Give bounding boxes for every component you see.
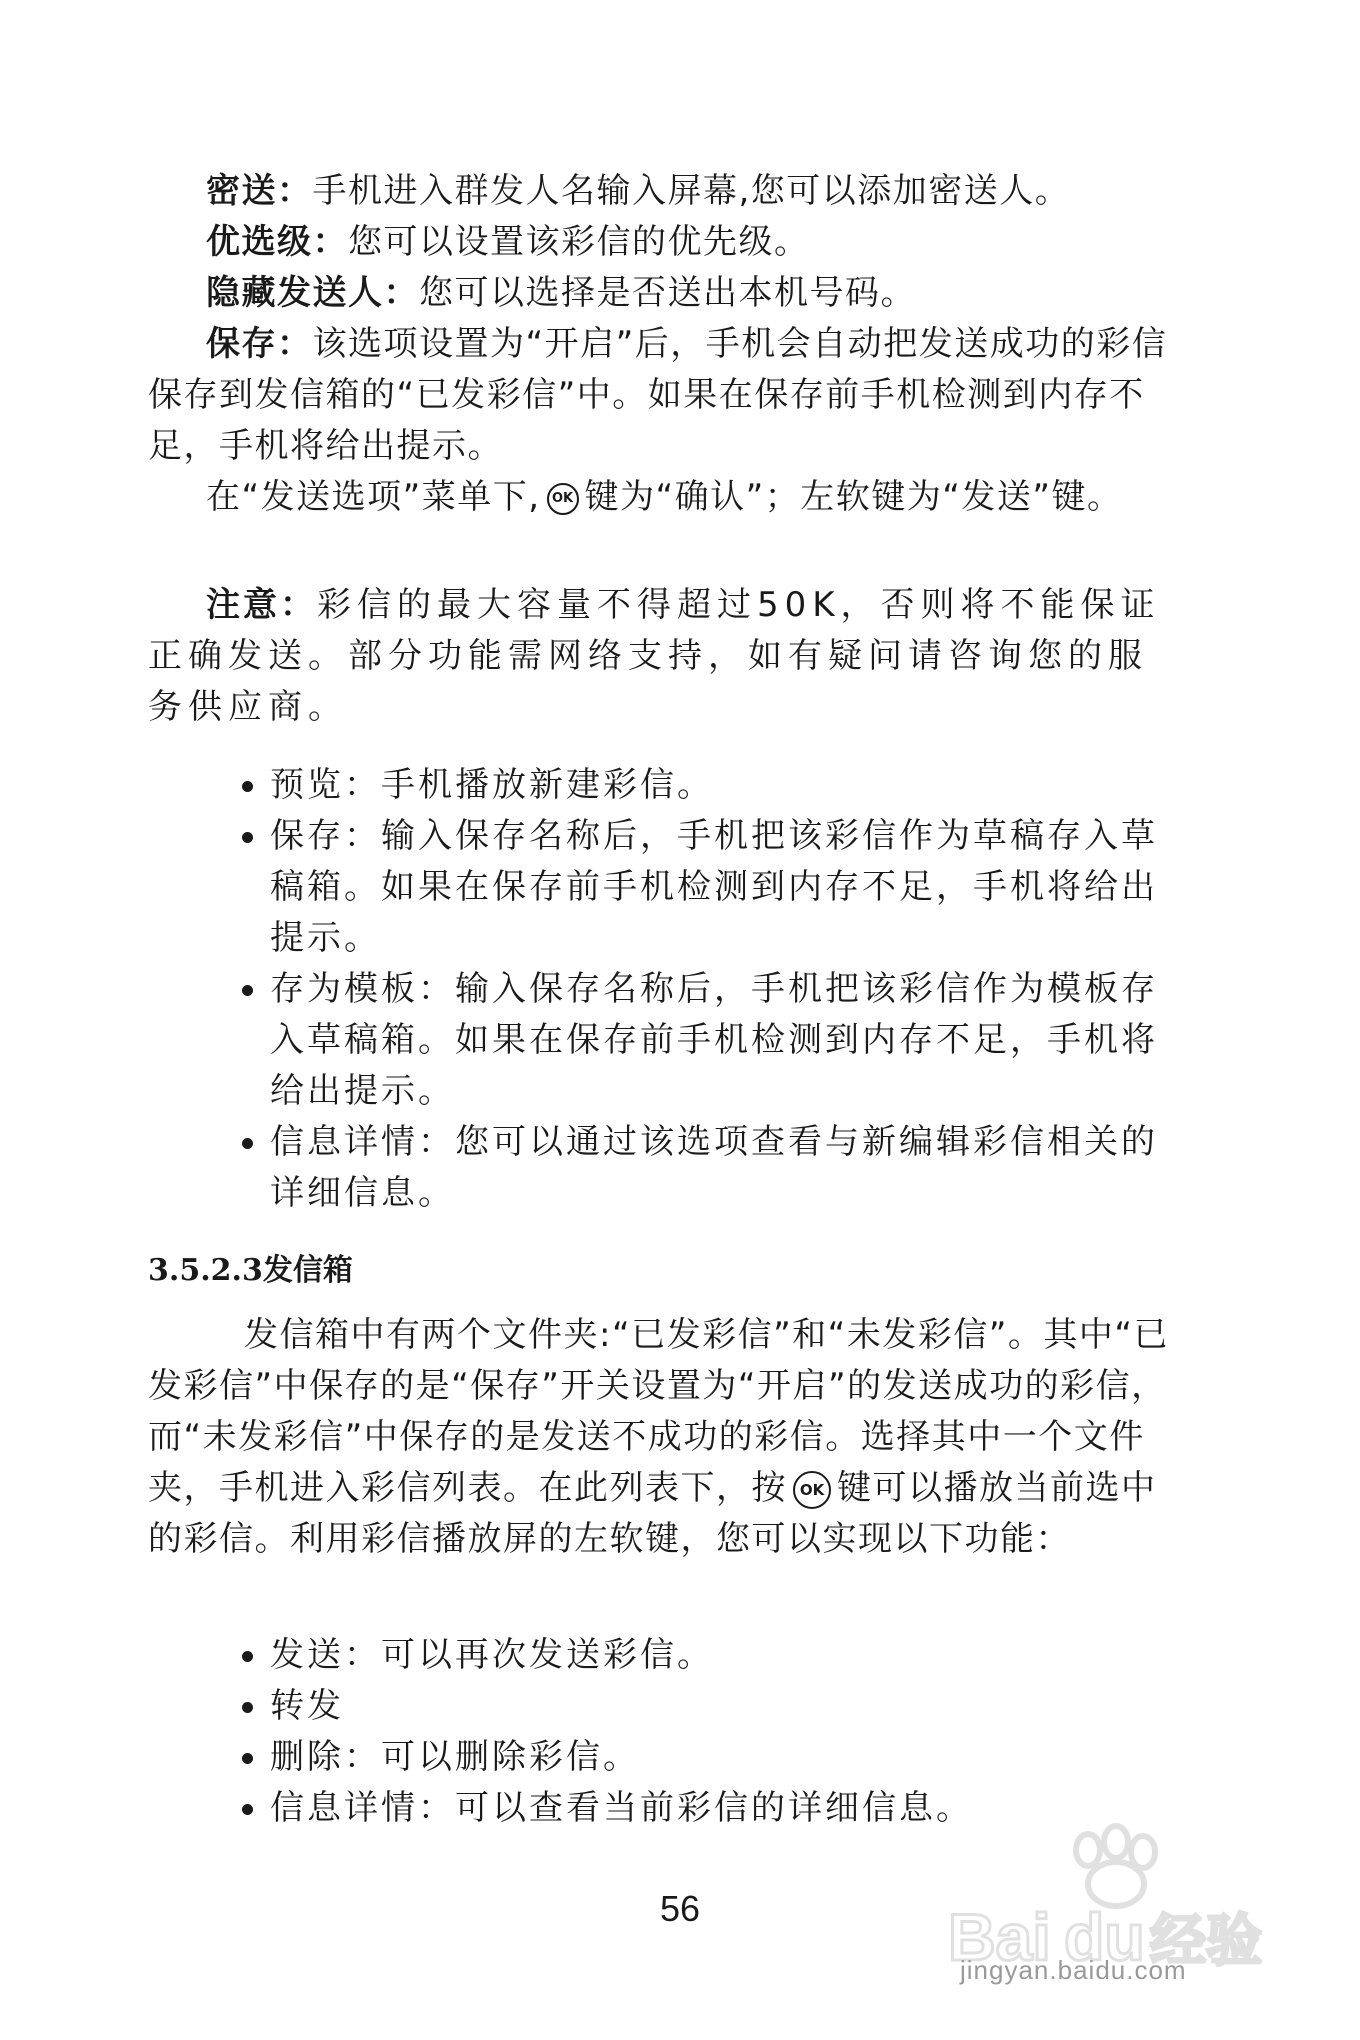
ok-key-icon: OK — [793, 1471, 831, 1509]
option-save — [148, 319, 1180, 472]
list-item: 存为模板：输入保存名称后，手机把该彩信作为模板存入草稿箱。如果在保存前手机检测到内存不足，手机将给出提示。 — [238, 964, 1182, 1117]
svg-text:Bai: Bai — [948, 1900, 1051, 1974]
outbox-text-before: 发信箱中有两个文件夹:“已发彩信”和“未发彩信”。其中“已发彩信”中保存的是“保存”开关设置为“开启”的发送成功的彩信，而“未发彩信”中保存的是发送不成功的彩信。选择其中一个文件夹，手机进入彩信列表。在此列表下，按 — [148, 1315, 1170, 1508]
outbox-paragraph — [148, 1310, 1180, 1565]
outbox-text-after: 键可以播放当前选中的彩信。利用彩信播放屏的左软键，您可以实现以下功能： — [148, 1468, 1157, 1559]
option-hide-sender-text: 您可以选择是否送出本机号码。 — [419, 273, 916, 313]
bullet-icon — [242, 832, 253, 843]
menu-keys-paragraph — [148, 472, 1180, 523]
note-label: 注意： — [206, 585, 317, 625]
bullet-icon — [242, 985, 253, 996]
section-heading: 3.5.2.3发信箱 — [148, 1253, 353, 1288]
function-list-new-mms — [238, 760, 1182, 1219]
list-item: 预览：手机播放新建彩信。 — [238, 760, 1182, 811]
svg-text:du: du — [1064, 1900, 1145, 1974]
option-cc — [148, 166, 1180, 217]
svg-text:经验: 经验 — [1150, 1909, 1262, 1974]
option-priority-label: 优选级： — [206, 222, 348, 262]
menu-keys-after: 键为“确认”；左软键为“发送”键。 — [584, 477, 1123, 517]
bullet-icon — [242, 1138, 253, 1149]
option-cc-label: 密送： — [206, 171, 313, 211]
option-priority — [148, 217, 1180, 268]
page-number: 56 — [659, 1888, 701, 1929]
option-priority-text: 您可以设置该彩信的优先级。 — [348, 222, 810, 262]
option-hide-sender — [148, 268, 1180, 319]
bullet-icon — [242, 1804, 253, 1815]
bullet-icon — [242, 1702, 253, 1713]
function-list-outbox — [238, 1630, 1182, 1834]
list-item: 信息详情：可以查看当前彩信的详细信息。 — [238, 1783, 1182, 1834]
bullet-icon — [242, 1753, 253, 1764]
note-paragraph — [148, 580, 1180, 733]
option-cc-text: 手机进入群发人名输入屏幕,您可以添加密送人。 — [312, 171, 1071, 211]
option-save-text: 该选项设置为“开启”后，手机会自动把发送成功的彩信保存到发信箱的“已发彩信”中。如果在保存前手机检测到内存不足，手机将给出提示。 — [148, 324, 1168, 466]
watermark-url: jingyan.baidu.com — [960, 1955, 1187, 1985]
list-item: 信息详情：您可以通过该选项查看与新编辑彩信相关的详细信息。 — [238, 1117, 1182, 1219]
bullet-icon — [242, 781, 253, 792]
list-item: 发送：可以再次发送彩信。 — [238, 1630, 1182, 1681]
option-hide-sender-label: 隐藏发送人： — [206, 273, 419, 313]
list-item: 删除：可以删除彩信。 — [238, 1732, 1182, 1783]
option-save-label: 保存： — [206, 324, 313, 364]
list-item: 保存：输入保存名称后，手机把该彩信作为草稿存入草稿箱。如果在保存前手机检测到内存不足，手机将给出提示。 — [238, 811, 1182, 964]
list-item: 转发 — [238, 1681, 1182, 1732]
bullet-icon — [242, 1651, 253, 1662]
menu-keys-before: 在“发送选项”菜单下, — [206, 477, 541, 517]
note-text: 彩信的最大容量不得超过50K，否则将不能保证正确发送。部分功能需网络支持，如有疑问请咨询您的服务供应商。 — [148, 585, 1161, 727]
ok-key-icon: OK — [547, 483, 579, 515]
